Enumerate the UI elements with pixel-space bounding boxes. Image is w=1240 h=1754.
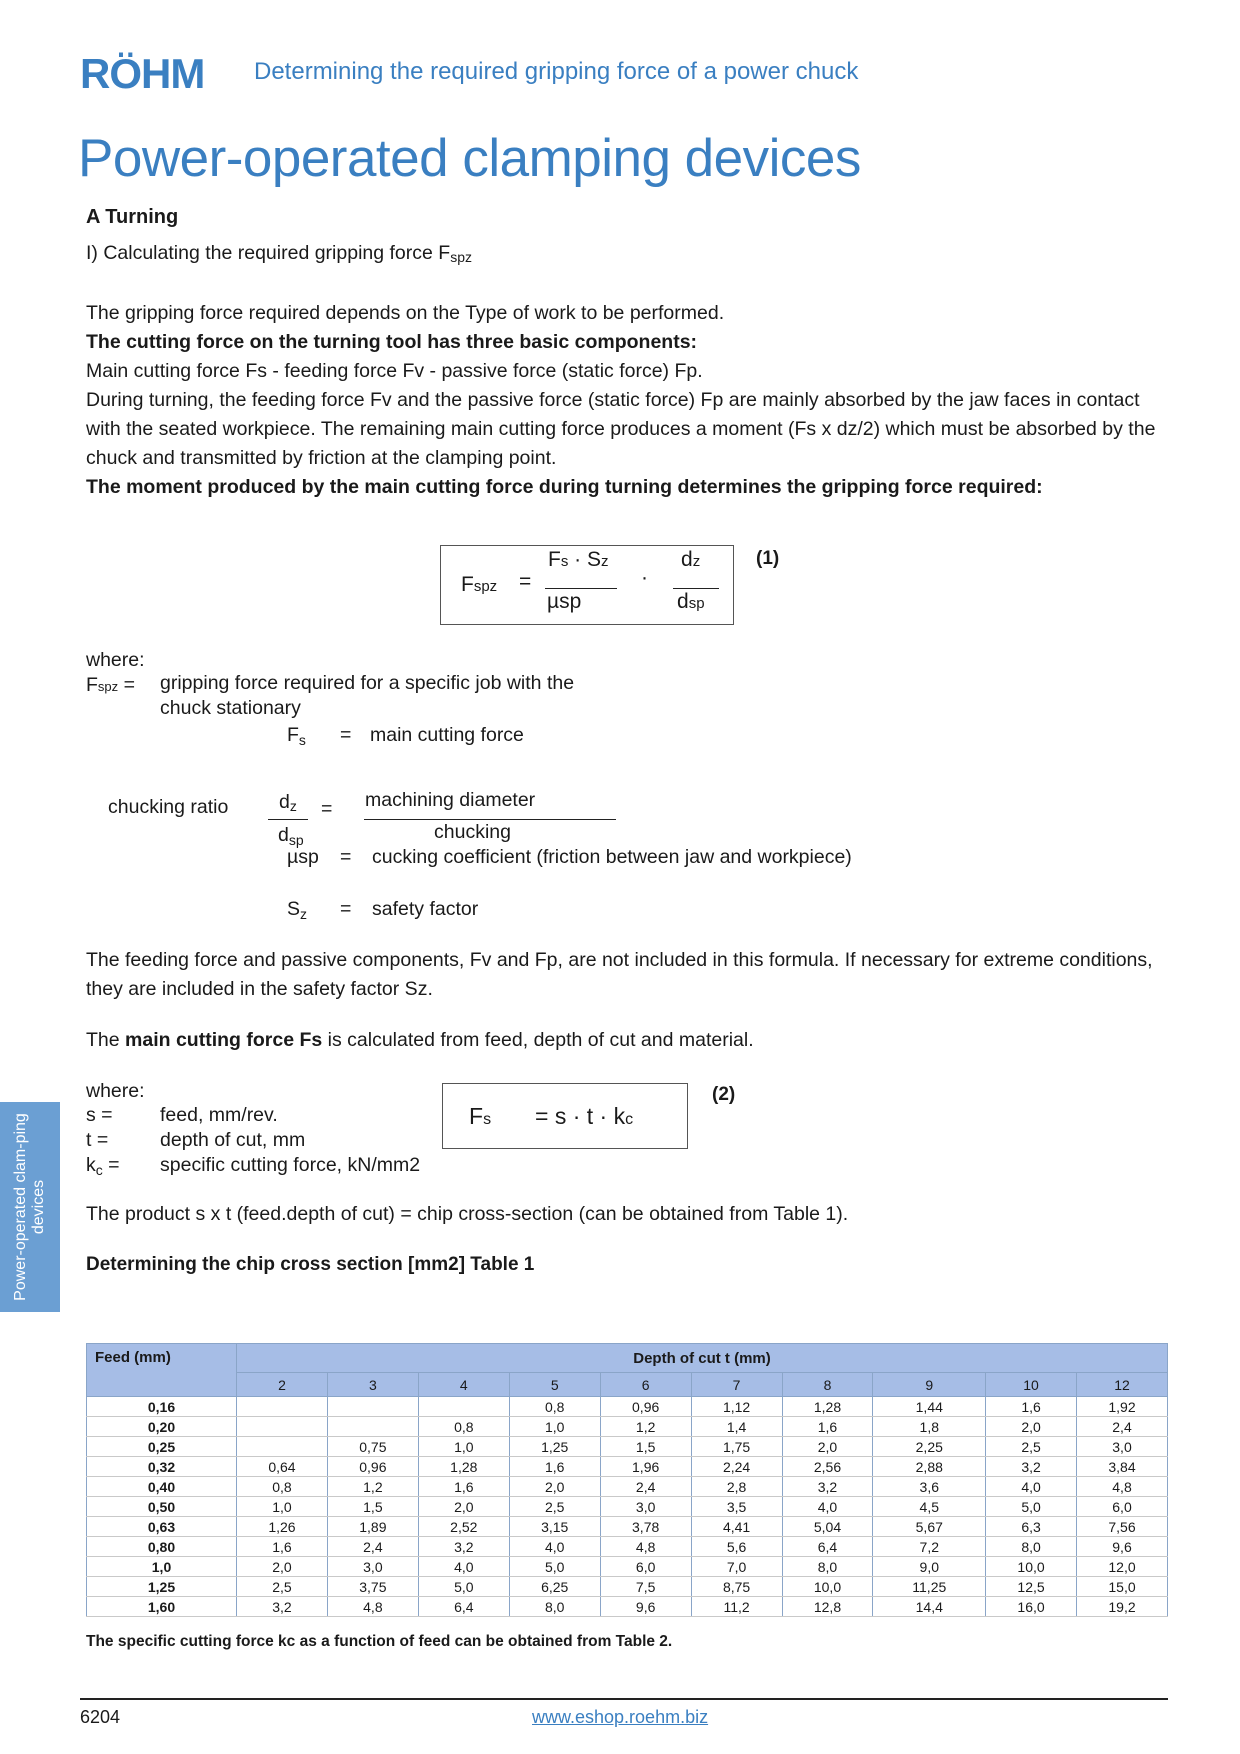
table-cell: 2,4 — [600, 1477, 691, 1497]
ratio-eq: = — [321, 798, 333, 820]
depth-9: 9 — [873, 1373, 986, 1397]
table-cell: 9,6 — [600, 1597, 691, 1617]
formula-1-box — [440, 545, 734, 625]
table-cell: 2,56 — [782, 1457, 873, 1477]
table-cell: 4,5 — [873, 1497, 986, 1517]
table-cell: 0,96 — [327, 1457, 418, 1477]
sz-description: safety factor — [372, 898, 479, 920]
table-cell: 6,4 — [782, 1537, 873, 1557]
formula-2-lhs: Fs — [469, 1103, 492, 1129]
formula-2-rhs: = s · t · kc — [535, 1103, 634, 1129]
s-description: feed, mm/rev. — [160, 1104, 278, 1126]
formula-2-box — [442, 1083, 688, 1149]
table-cell: 2,88 — [873, 1457, 986, 1477]
table-cell: 5,0 — [986, 1497, 1077, 1517]
t-description: depth of cut, mm — [160, 1129, 306, 1151]
table-cell: 7,56 — [1077, 1517, 1168, 1537]
table-row — [87, 1577, 1168, 1597]
table-cell: 3,6 — [873, 1477, 986, 1497]
depth-values-row — [87, 1373, 1168, 1397]
table-cell: 3,2 — [418, 1537, 509, 1557]
para-8: The product s x t (feed.depth of cut) = chip cross-section (can be obtained from Table 1). — [86, 1203, 849, 1225]
para-1: The gripping force required depends on the Type of work to be performed. — [86, 302, 725, 324]
formula-1-denominator: µsp — [547, 590, 582, 613]
depth-12: 12 — [1077, 1373, 1168, 1397]
depth-2: 2 — [237, 1373, 328, 1397]
table-cell: 3,78 — [600, 1517, 691, 1537]
table-cell: 2,5 — [237, 1577, 328, 1597]
table-cell: 0,8 — [509, 1397, 600, 1417]
table-row — [87, 1497, 1168, 1517]
table-cell: 16,0 — [986, 1597, 1077, 1617]
table-cell: 1,2 — [600, 1417, 691, 1437]
table-cell: 1,6 — [509, 1457, 600, 1477]
depth-5: 5 — [509, 1373, 600, 1397]
side-tab-label: Power-operated clam-ping devices — [12, 1113, 47, 1301]
feed-value: 0,25 — [87, 1437, 237, 1457]
table-row — [87, 1417, 1168, 1437]
table-cell: 1,6 — [986, 1397, 1077, 1417]
table-cell: 3,0 — [327, 1557, 418, 1577]
table-cell: 0,75 — [327, 1437, 418, 1457]
table-row — [87, 1457, 1168, 1477]
roehm-logo — [80, 44, 218, 90]
table-cell — [237, 1437, 328, 1457]
chip-cross-section-table — [86, 1343, 1168, 1617]
fs-symbol: $F_s$ — [287, 724, 306, 748]
formula-1-lhs: Fspz — [461, 573, 498, 596]
table-cell: 19,2 — [1077, 1597, 1168, 1617]
feed-value: 1,60 — [87, 1597, 237, 1617]
table-cell: 4,8 — [600, 1537, 691, 1557]
feed-value: 1,25 — [87, 1577, 237, 1597]
table-cell: 10,0 — [782, 1577, 873, 1597]
table-cell: 9,6 — [1077, 1537, 1168, 1557]
table-cell: 11,2 — [691, 1597, 782, 1617]
table-cell: 12,8 — [782, 1597, 873, 1617]
table-cell: 1,6 — [237, 1537, 328, 1557]
table-cell: 11,25 — [873, 1577, 986, 1597]
table-cell: 1,2 — [327, 1477, 418, 1497]
fs-eq: = — [340, 724, 352, 746]
table-cell: 7,2 — [873, 1537, 986, 1557]
feed-header: Feed (mm) — [87, 1344, 237, 1397]
header-title: Determining the required gripping force of a power chuck — [254, 58, 859, 85]
table-cell: 1,6 — [782, 1417, 873, 1437]
table-cell: 2,4 — [327, 1537, 418, 1557]
table-cell: 2,0 — [509, 1477, 600, 1497]
t-symbol: t = — [86, 1129, 109, 1151]
table-cell: 1,12 — [691, 1397, 782, 1417]
table-cell: 8,75 — [691, 1577, 782, 1597]
table-cell: 3,0 — [600, 1497, 691, 1517]
formula-1-dz: dz — [681, 548, 701, 571]
table-cell: 1,5 — [327, 1497, 418, 1517]
kc-description: specific cutting force, kN/mm2 — [160, 1154, 421, 1176]
where-1-label: where: — [86, 649, 145, 671]
table-cell: 3,2 — [782, 1477, 873, 1497]
chucking-ratio-label: chucking ratio — [108, 796, 229, 818]
table-cell: 5,0 — [418, 1577, 509, 1597]
feed-value: 0,16 — [87, 1397, 237, 1417]
depth-8: 8 — [782, 1373, 873, 1397]
section-a-heading: A Turning — [86, 206, 179, 228]
table-cell: 1,26 — [237, 1517, 328, 1537]
depth-10: 10 — [986, 1373, 1077, 1397]
table-cell: 6,0 — [600, 1557, 691, 1577]
table-cell: 4,0 — [986, 1477, 1077, 1497]
table-cell: 5,6 — [691, 1537, 782, 1557]
table-cell: 2,0 — [237, 1557, 328, 1577]
table-cell: 7,0 — [691, 1557, 782, 1577]
table-cell: 2,8 — [691, 1477, 782, 1497]
footer-url-link[interactable]: www.eshop.roehm.biz — [532, 1707, 709, 1727]
formula-1-number: (1) — [756, 548, 780, 569]
depth-4: 4 — [418, 1373, 509, 1397]
para-3: Main cutting force Fs - feeding force Fv - passive force (static force) Fp. — [86, 360, 703, 382]
feed-value: 0,32 — [87, 1457, 237, 1477]
fspz-symbol: Fspz = — [86, 674, 135, 696]
page-title: Power-operated clamping devices — [78, 129, 861, 188]
table-cell: 1,5 — [600, 1437, 691, 1457]
table-cell: 2,0 — [418, 1497, 509, 1517]
table-cell: 0,8 — [237, 1477, 328, 1497]
depth-3: 3 — [327, 1373, 418, 1397]
para-4: During turning, the feeding force Fv and the passive force (static force) Fp are mainly absorbed by the jaw faces in contact with the seated workpiece. The remaining main cutting force produces a moment (Fs x dz/2) which must be absorbed by the chuck and transmitted by friction at the clamping point. — [86, 389, 1156, 469]
table-cell: 1,8 — [873, 1417, 986, 1437]
table-cell: 4,8 — [327, 1597, 418, 1617]
musp-symbol: µsp — [287, 846, 319, 868]
table-row — [87, 1477, 1168, 1497]
table-row — [87, 1537, 1168, 1557]
table-cell: 15,0 — [1077, 1577, 1168, 1597]
sz-symbol: $S_z$ — [287, 898, 308, 922]
table-cell: 2,4 — [1077, 1417, 1168, 1437]
table-cell: 2,0 — [986, 1417, 1077, 1437]
table-cell: 12,5 — [986, 1577, 1077, 1597]
table-cell: 8,0 — [782, 1557, 873, 1577]
table-cell: 1,28 — [782, 1397, 873, 1417]
table-cell: 14,4 — [873, 1597, 986, 1617]
para-6: The feeding force and passive components, Fv and Fp, are not included in this formula. If necessary for extreme conditions, they are included in the safety factor Sz. — [86, 949, 1153, 1000]
ratio-numerator: machining diameter — [365, 789, 536, 811]
table-cell: 10,0 — [986, 1557, 1077, 1577]
table-cell: 3,0 — [1077, 1437, 1168, 1457]
formula-1-dsp: dsp — [677, 590, 705, 613]
table-cell: 1,0 — [237, 1497, 328, 1517]
table-cell: 3,15 — [509, 1517, 600, 1537]
table-cell: 0,64 — [237, 1457, 328, 1477]
dz-symbol: dz — [279, 791, 297, 814]
feed-value: 0,63 — [87, 1517, 237, 1537]
table-cell: 3,5 — [691, 1497, 782, 1517]
feed-value: 0,50 — [87, 1497, 237, 1517]
musp-eq: = — [340, 846, 352, 868]
table-cell: 1,0 — [509, 1417, 600, 1437]
table-cell — [418, 1397, 509, 1417]
table-cell: 3,84 — [1077, 1457, 1168, 1477]
table-cell: 2,24 — [691, 1457, 782, 1477]
table-cell: 9,0 — [873, 1557, 986, 1577]
table-cell: 1,25 — [509, 1437, 600, 1457]
table-cell: 6,0 — [1077, 1497, 1168, 1517]
section-i-heading: I) Calculating the required gripping force Fspz — [86, 242, 472, 265]
depth-header: Depth of cut t (mm) — [237, 1344, 1168, 1373]
where-2-symbols — [86, 1103, 120, 1183]
table-cell: 6,4 — [418, 1597, 509, 1617]
para-5: The moment produced by the main cutting force during turning determines the gripping force required: — [86, 476, 1043, 498]
table-note: The specific cutting force kc as a function of feed can be obtained from Table 2. — [86, 1633, 673, 1650]
table-cell — [237, 1417, 328, 1437]
table-cell: 4,8 — [1077, 1477, 1168, 1497]
depth-6: 6 — [600, 1373, 691, 1397]
table-cell: 0,8 — [418, 1417, 509, 1437]
table-cell — [327, 1397, 418, 1417]
table-cell — [327, 1417, 418, 1437]
table-cell: 4,0 — [418, 1557, 509, 1577]
ratio-denominator: chucking — [434, 821, 511, 843]
table-cell: 1,28 — [418, 1457, 509, 1477]
table-header-row — [87, 1344, 1168, 1373]
table-cell: 2,5 — [986, 1437, 1077, 1457]
formula-1-mult: · — [641, 566, 648, 589]
intro-text — [86, 299, 1166, 502]
table-cell: 1,92 — [1077, 1397, 1168, 1417]
table-cell: 2,52 — [418, 1517, 509, 1537]
s-symbol: s = — [86, 1104, 113, 1126]
table-cell: 3,2 — [237, 1597, 328, 1617]
table-cell: 2,5 — [509, 1497, 600, 1517]
formula-1-numerator: Fs · Sz — [548, 548, 609, 571]
table-cell: 6,3 — [986, 1517, 1077, 1537]
para-2: The cutting force on the turning tool has three basic components: — [86, 331, 698, 353]
table-cell: 0,96 — [600, 1397, 691, 1417]
table-title: Determining the chip cross section [mm2] Table 1 — [86, 1254, 535, 1275]
table-cell: 3,75 — [327, 1577, 418, 1597]
table-cell: 1,89 — [327, 1517, 418, 1537]
kc-symbol: $k_c$ = — [86, 1154, 120, 1178]
side-tab — [0, 1102, 60, 1312]
table-cell: 4,0 — [782, 1497, 873, 1517]
depth-7: 7 — [691, 1373, 782, 1397]
table-row — [87, 1557, 1168, 1577]
table-row — [87, 1597, 1168, 1617]
feed-value: 0,20 — [87, 1417, 237, 1437]
table-cell: 8,0 — [986, 1537, 1077, 1557]
table-cell: 1,96 — [600, 1457, 691, 1477]
table-row — [87, 1517, 1168, 1537]
page-number: 6204 — [80, 1707, 121, 1727]
dsp-symbol: $d_{sp}$ — [278, 824, 304, 848]
table-body — [87, 1397, 1168, 1617]
table-cell: 1,75 — [691, 1437, 782, 1457]
sz-eq: = — [340, 898, 352, 920]
table-cell: 8,0 — [509, 1597, 600, 1617]
table-cell: 1,6 — [418, 1477, 509, 1497]
table-cell: 5,04 — [782, 1517, 873, 1537]
feed-value: 0,80 — [87, 1537, 237, 1557]
formula-1-ratio-bar — [673, 588, 719, 589]
table-cell: 2,25 — [873, 1437, 986, 1457]
table-cell: 3,2 — [986, 1457, 1077, 1477]
formula-1-eq: = — [519, 570, 532, 593]
table-cell: 4,0 — [509, 1537, 600, 1557]
table-cell: 6,25 — [509, 1577, 600, 1597]
table-cell: 1,44 — [873, 1397, 986, 1417]
footer-divider — [80, 1698, 1168, 1700]
fspz-description: gripping force required for a specific job with the chuck stationary — [160, 672, 575, 719]
logo-text: RÖHM — [80, 50, 205, 90]
table-cell: 1,4 — [691, 1417, 782, 1437]
formula-1-fraction-bar — [545, 588, 617, 589]
fs-description: main cutting force — [370, 724, 524, 746]
para-7: The main cutting force Fs is calculated from feed, depth of cut and material. — [86, 1029, 754, 1051]
feed-value: 0,40 — [87, 1477, 237, 1497]
where-2-descriptions — [160, 1103, 420, 1178]
table-cell: 2,0 — [782, 1437, 873, 1457]
table-cell: 12,0 — [1077, 1557, 1168, 1577]
table-cell — [237, 1397, 328, 1417]
table-cell: 7,5 — [600, 1577, 691, 1597]
table-cell: 5,67 — [873, 1517, 986, 1537]
ratio-left-bar — [268, 819, 308, 820]
table-cell: 1,0 — [418, 1437, 509, 1457]
table-row — [87, 1397, 1168, 1417]
table-row — [87, 1437, 1168, 1457]
table-cell: 5,0 — [509, 1557, 600, 1577]
formula-2-number: (2) — [712, 1084, 736, 1105]
feed-value: 1,0 — [87, 1557, 237, 1577]
where-2-label: where: — [86, 1080, 145, 1102]
table-cell: 4,41 — [691, 1517, 782, 1537]
musp-description: cucking coefficient (friction between jaw and workpiece) — [372, 846, 852, 868]
